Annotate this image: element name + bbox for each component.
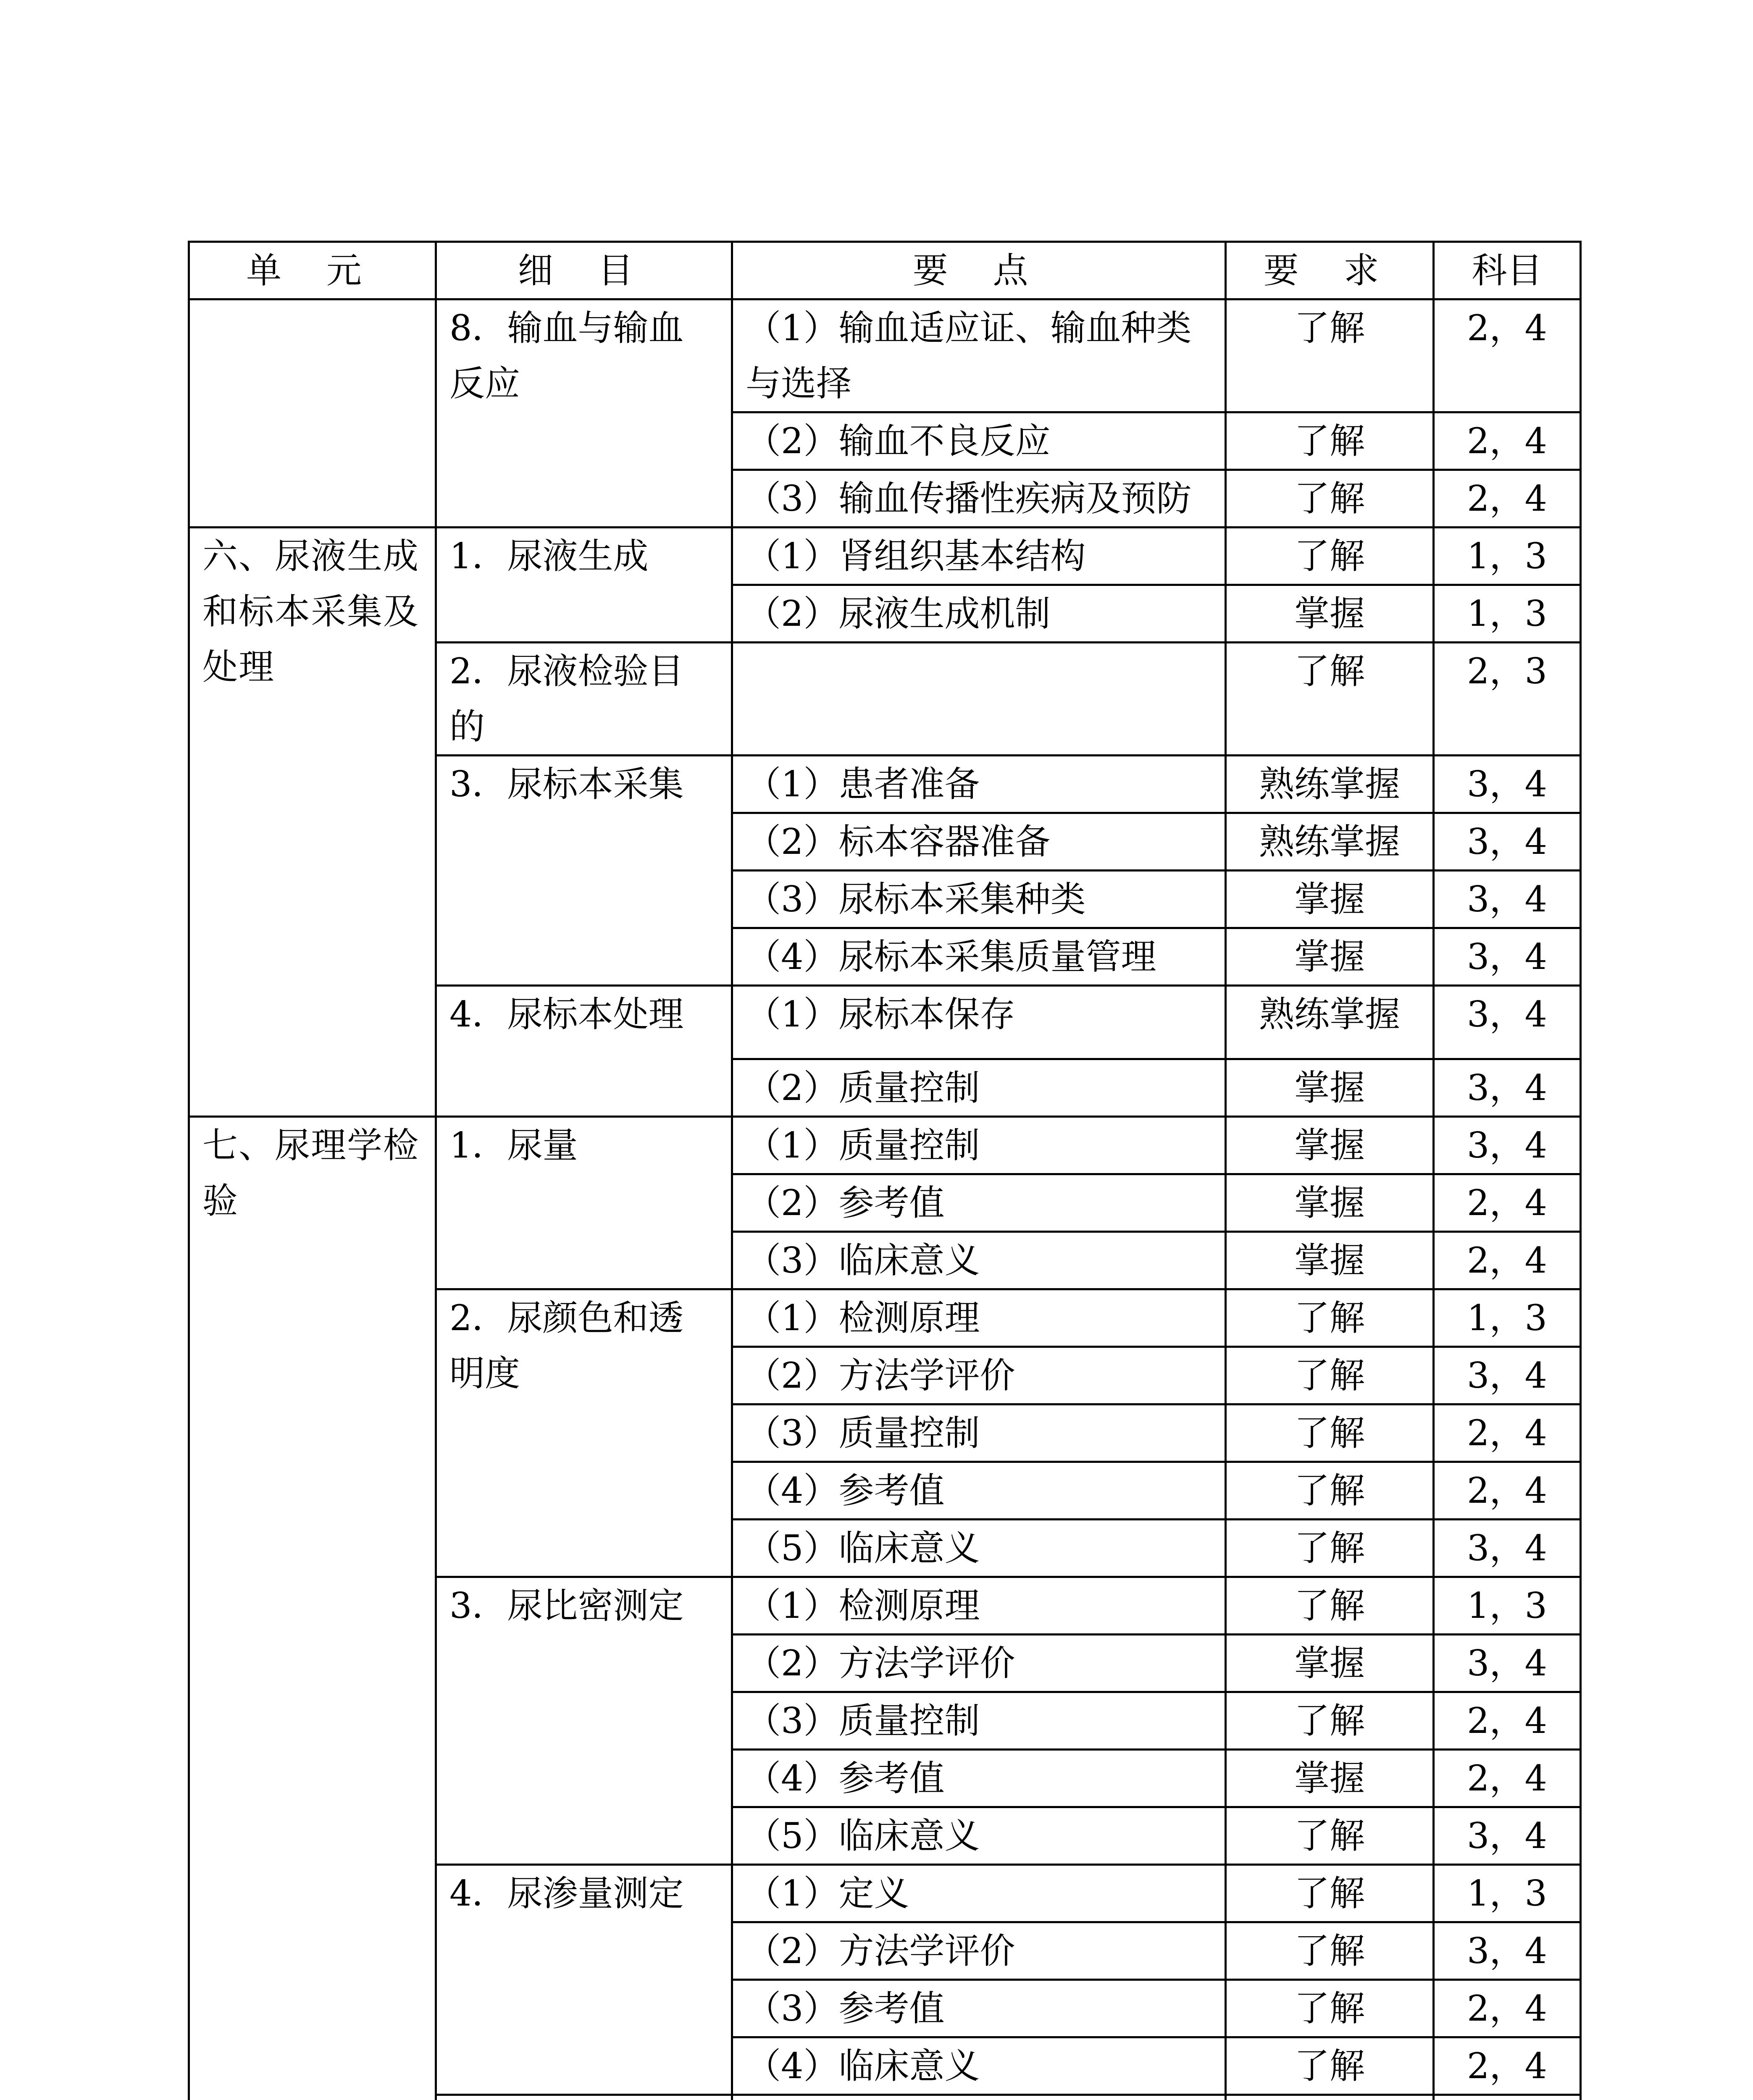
header-subject: 科目 (1434, 242, 1581, 299)
key-point-cell: （3）临床意义 (732, 1232, 1226, 1289)
key-point-cell: （2）参考值 (732, 1174, 1226, 1232)
key-point-cell (732, 643, 1226, 756)
table-row (189, 299, 1581, 412)
subitem-cell (436, 2095, 732, 2100)
subject-cell: 2，4 (1434, 412, 1581, 470)
subject-cell: 3，4 (1434, 871, 1581, 928)
subject-cell: 3，4 (1434, 1347, 1581, 1404)
key-point-cell: （4）临床意义 (732, 2037, 1226, 2095)
requirement-cell: 了解 (1226, 1577, 1434, 1635)
unit-cell: 七、尿理学检验 (189, 1117, 436, 2100)
requirement-cell: 了解 (1226, 1347, 1434, 1404)
key-point-cell: （1）尿标本保存 (732, 986, 1226, 1059)
key-point-cell: （4）参考值 (732, 1750, 1226, 1807)
subitem-cell: 2．尿颜色和透明度 (436, 1289, 732, 1577)
subject-cell: 3，4 (1434, 1117, 1581, 1174)
requirement-cell: 熟练掌握 (1226, 756, 1434, 813)
key-point-cell: （3）尿标本采集种类 (732, 871, 1226, 928)
key-point-cell: （2）质量控制 (732, 1059, 1226, 1117)
subject-cell: 3，4 (1434, 1922, 1581, 1980)
header-requirement: 要 求 (1226, 242, 1434, 299)
requirement-cell: 了解 (1226, 1289, 1434, 1347)
requirement-cell: 熟练掌握 (1226, 986, 1434, 1059)
subitem-cell: 1．尿量 (436, 1117, 732, 1289)
subject-cell: 2，4 (1434, 1462, 1581, 1520)
requirement-cell: 熟练掌握 (1226, 813, 1434, 871)
requirement-cell: 了解 (1226, 1404, 1434, 1462)
key-point-cell (732, 2095, 1226, 2100)
requirement-cell: 掌握 (1226, 585, 1434, 643)
subject-cell: 1，3 (1434, 528, 1581, 585)
subject-cell: 3，4 (1434, 1635, 1581, 1692)
key-point-cell: （2）标本容器准备 (732, 813, 1226, 871)
unit-cell: 六、尿液生成和标本采集及处理 (189, 528, 436, 1117)
table-row (189, 528, 1581, 585)
subject-cell: 3，4 (1434, 986, 1581, 1059)
requirement-cell: 了解 (1226, 470, 1434, 528)
subitem-cell: 4．尿标本处理 (436, 986, 732, 1117)
subitem-cell: 8．输血与输血反应 (436, 299, 732, 528)
subject-cell: 3，4 (1434, 1059, 1581, 1117)
subitem-cell: 4．尿渗量测定 (436, 1865, 732, 2095)
key-point-cell: （3）质量控制 (732, 1692, 1226, 1750)
subitem-cell: 2．尿液检验目的 (436, 643, 732, 756)
requirement-cell: 掌握 (1226, 1232, 1434, 1289)
subject-cell: 2，4 (1434, 2037, 1581, 2095)
subject-cell: 3，4 (1434, 1520, 1581, 1577)
key-point-cell: （1）检测原理 (732, 1289, 1226, 1347)
requirement-cell: 了解 (1226, 1865, 1434, 1922)
table-row (189, 1117, 1581, 1174)
requirement-cell: 了解 (1226, 1807, 1434, 1865)
subject-cell: 1，3 (1434, 1577, 1581, 1635)
requirement-cell: 了解 (1226, 412, 1434, 470)
requirement-cell: 了解 (1226, 643, 1434, 756)
subject-cell: 3，4 (1434, 1807, 1581, 1865)
key-point-cell: （1）肾组织基本结构 (732, 528, 1226, 585)
key-point-cell: （2）方法学评价 (732, 1922, 1226, 1980)
subject-cell: 3，4 (1434, 813, 1581, 871)
key-point-cell: （3）质量控制 (732, 1404, 1226, 1462)
subject-cell: 2，4 (1434, 299, 1581, 412)
key-point-cell: （2）方法学评价 (732, 1635, 1226, 1692)
subject-cell: 2，4 (1434, 1404, 1581, 1462)
unit-cell (189, 299, 436, 528)
key-point-cell: （1）检测原理 (732, 1577, 1226, 1635)
requirement-cell: 了解 (1226, 1692, 1434, 1750)
syllabus-table (188, 241, 1582, 2100)
key-point-cell: （5）临床意义 (732, 1807, 1226, 1865)
subject-cell: 2，4 (1434, 1692, 1581, 1750)
subject-cell: 1，3 (1434, 1865, 1581, 1922)
subject-cell: 2，4 (1434, 1980, 1581, 2037)
requirement-cell: 了解 (1226, 1520, 1434, 1577)
requirement-cell: 掌握 (1226, 1174, 1434, 1232)
subject-cell: 3，4 (1434, 756, 1581, 813)
requirement-cell: 了解 (1226, 299, 1434, 412)
subject-cell: 2，4 (1434, 1174, 1581, 1232)
subject-cell (1434, 2095, 1581, 2100)
subject-cell: 2，3 (1434, 643, 1581, 756)
requirement-cell: 掌握 (1226, 871, 1434, 928)
requirement-cell: 了解 (1226, 1462, 1434, 1520)
requirement-cell: 掌握 (1226, 1635, 1434, 1692)
header-unit: 单 元 (189, 242, 436, 299)
requirement-cell: 了解 (1226, 528, 1434, 585)
key-point-cell: （1）定义 (732, 1865, 1226, 1922)
key-point-cell: （2）尿液生成机制 (732, 585, 1226, 643)
requirement-cell: 掌握 (1226, 1750, 1434, 1807)
subitem-cell: 1．尿液生成 (436, 528, 732, 643)
subitem-cell: 3．尿标本采集 (436, 756, 732, 986)
key-point-cell: （4）参考值 (732, 1462, 1226, 1520)
subject-cell: 2，4 (1434, 1750, 1581, 1807)
subject-cell: 2，4 (1434, 1232, 1581, 1289)
requirement-cell: 掌握 (1226, 928, 1434, 986)
subject-cell: 1，3 (1434, 585, 1581, 643)
key-point-cell: （3）参考值 (732, 1980, 1226, 2037)
requirement-cell: 了解 (1226, 1980, 1434, 2037)
table-header-row (189, 242, 1581, 299)
key-point-cell: （3）输血传播性疾病及预防 (732, 470, 1226, 528)
key-point-cell: （5）临床意义 (732, 1520, 1226, 1577)
requirement-cell: 掌握 (1226, 1059, 1434, 1117)
header-subitem: 细 目 (436, 242, 732, 299)
requirement-cell: 了解 (1226, 1922, 1434, 1980)
requirement-cell (1226, 2095, 1434, 2100)
subitem-cell: 3．尿比密测定 (436, 1577, 732, 1865)
key-point-cell: （4）尿标本采集质量管理 (732, 928, 1226, 986)
subject-cell: 2，4 (1434, 470, 1581, 528)
requirement-cell: 掌握 (1226, 1117, 1434, 1174)
key-point-cell: （2）输血不良反应 (732, 412, 1226, 470)
key-point-cell: （1）输血适应证、输血种类与选择 (732, 299, 1226, 412)
header-key-point: 要 点 (732, 242, 1226, 299)
subject-cell: 3，4 (1434, 928, 1581, 986)
key-point-cell: （1）质量控制 (732, 1117, 1226, 1174)
subject-cell: 1，3 (1434, 1289, 1581, 1347)
key-point-cell: （2）方法学评价 (732, 1347, 1226, 1404)
key-point-cell: （1）患者准备 (732, 756, 1226, 813)
requirement-cell: 了解 (1226, 2037, 1434, 2095)
